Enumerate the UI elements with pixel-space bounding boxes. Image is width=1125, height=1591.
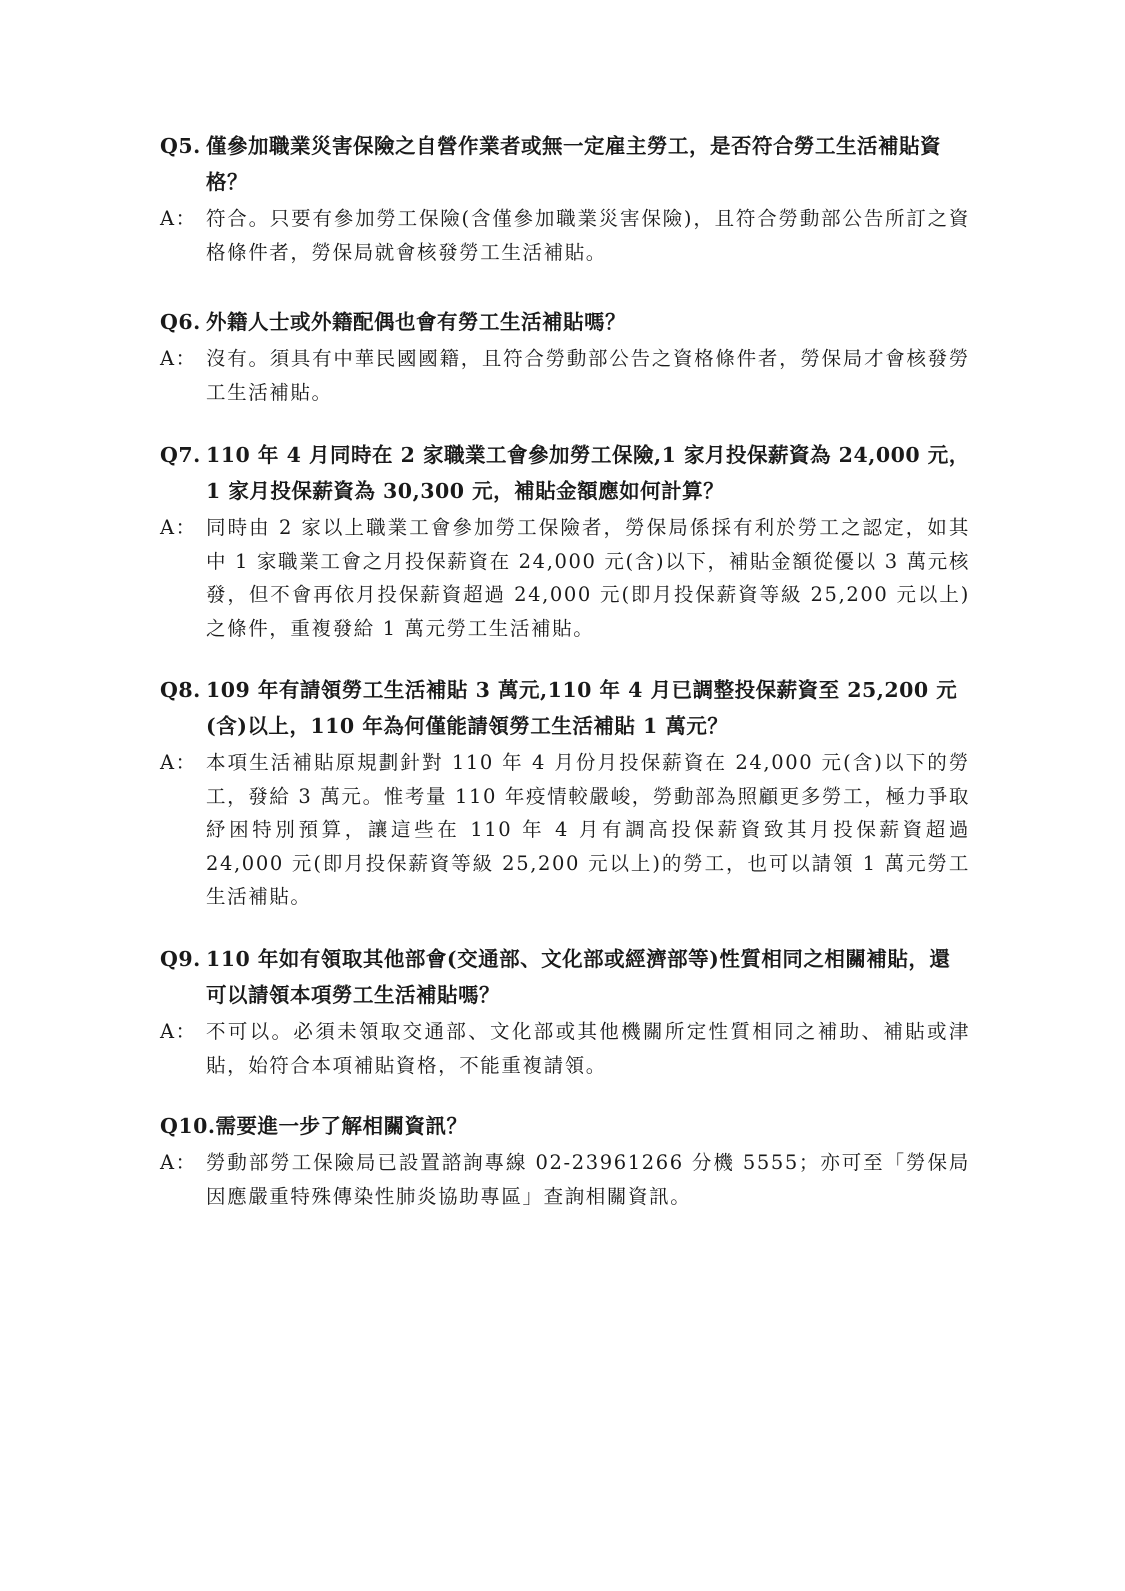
question-number: Q10. [160,1114,216,1138]
answer [160,511,970,645]
answer-text: 勞動部勞工保險局已設置諮詢專線 02-23961266 分機 5555；亦可至「勞保局因應嚴重特殊傳染性肺炎協助專區」查詢相關資訊。 [206,1151,970,1208]
faq-item-q5 [160,128,970,269]
answer-label: A： [160,516,197,539]
answer [160,342,970,409]
question [160,941,970,1013]
answer-label: A： [160,207,197,230]
answer-text: 沒有。須具有中華民國國籍，且符合勞動部公告之資格條件者，勞保局才會核發勞工生活補貼。 [206,347,970,404]
faq-item-q10 [160,1108,970,1213]
answer [160,202,970,269]
answer [160,1015,970,1082]
answer-label: A： [160,347,197,370]
question [160,304,970,340]
faq-item-q9 [160,941,970,1082]
answer [160,746,970,914]
question-text: 109 年有請領勞工生活補貼 3 萬元,110 年 4 月已調整投保薪資至 25,200 元(含)以上，110 年為何僅能請領勞工生活補貼 1 萬元？ [206,678,958,738]
question-number: Q7. [160,443,201,467]
faq-item-q8 [160,672,970,914]
question-text: 110 年 4 月同時在 2 家職業工會參加勞工保險,1 家月投保薪資為 24,000 元，1 家月投保薪資為 30,300 元，補貼金額應如何計算？ [206,443,970,503]
question-number: Q6. [160,310,201,334]
question-text: 需要進一步了解相關資訊？ [215,1114,468,1138]
answer-label: A： [160,751,197,774]
question [160,437,970,509]
answer [160,1146,970,1213]
question-number: Q9. [160,947,201,971]
answer-label: A： [160,1020,197,1043]
question [160,128,970,200]
faq-item-q7 [160,437,970,645]
question-number: Q5. [160,134,201,158]
answer-text: 不可以。必須未領取交通部、文化部或其他機關所定性質相同之補助、補貼或津貼，始符合本項補貼資格，不能重複請領。 [206,1020,970,1077]
faq-item-q6 [160,304,970,409]
answer-text: 同時由 2 家以上職業工會參加勞工保險者，勞保局係採有利於勞工之認定，如其中 1 家職業工會之月投保薪資在 24,000 元(含)以下，補貼金額從優以 3 萬元核發，但不會再依月投保薪資超過 24,000 元(即月投保薪資等級 25,200 元以上)之條件，重複發給 1 萬元勞工生活補貼。 [206,516,970,640]
question [160,1108,970,1144]
question-text: 110 年如有領取其他部會(交通部、文化部或經濟部等)性質相同之相關補貼，還可以請領本項勞工生活補貼嗎？ [206,947,951,1007]
answer-text: 本項生活補貼原規劃針對 110 年 4 月份月投保薪資在 24,000 元(含)以下的勞工，發給 3 萬元。惟考量 110 年疫情較嚴峻，勞動部為照顧更多勞工，極力爭取紓困特別預算，讓這些在 110 年 4 月有調高投保薪資致其月投保薪資超過 24,000 元(即月投保薪資等級 25,200 元以上)的勞工，也可以請領 1 萬元勞工生活補貼。 [206,751,970,908]
question-number: Q8. [160,678,201,702]
answer-label: A： [160,1151,197,1174]
question [160,672,970,744]
answer-text: 符合。只要有參加勞工保險(含僅參加職業災害保險)，且符合勞動部公告所訂之資格條件者，勞保局就會核發勞工生活補貼。 [206,207,970,264]
question-text: 外籍人士或外籍配偶也會有勞工生活補貼嗎？ [206,310,626,334]
question-text: 僅參加職業災害保險之自營作業者或無一定雇主勞工，是否符合勞工生活補貼資格？ [206,134,941,194]
